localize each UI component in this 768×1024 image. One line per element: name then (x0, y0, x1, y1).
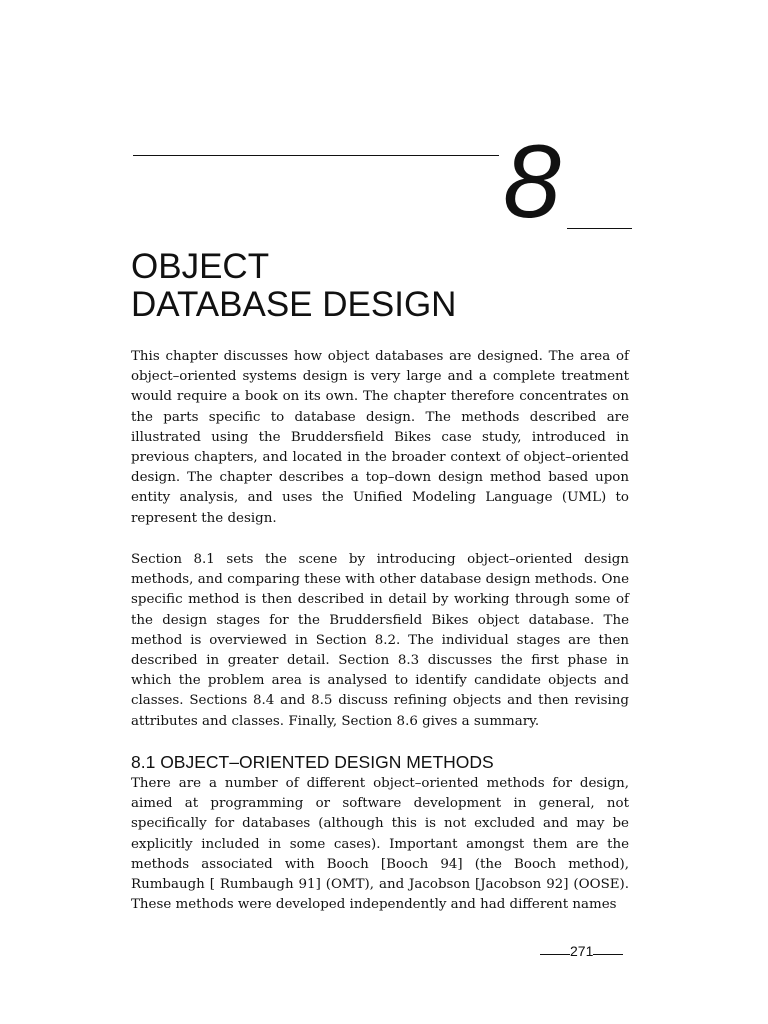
page-number-rule-right (593, 954, 623, 955)
intro-paragraph-1: This chapter discusses how object databases are designed. The area of object–oriented systems design is very large and a complete treatment would require a book on its own. The chapter therefore concentrates on the parts specific to database design. The methods described are illustrated using the Bruddersfield Bikes case study, introduced in previous chapters, and located in the broader context of object–oriented design. The chapter describes a top–down design method based upon entity analysis, and uses the Unified Modeling Language (UML) to represent the design. (131, 349, 629, 526)
intro-paragraph-2: Section 8.1 sets the scene by introducing object–oriented design methods, and comparing these with other database design methods. One specific method is then described in detail by working through some of the design stages for the Bruddersfield Bikes object database. The method is overviewed in Section 8.2. The individual stages are then described in greater detail. Section 8.3 discusses the first phase in which the problem area is analysed to identify candidate objects and classes. Sections 8.4 and 8.5 discuss refining objects and then revising attributes and classes. Finally, Section 8.6 gives a summary. (131, 552, 629, 729)
page-number-rule-left (540, 954, 570, 955)
chapter-title (131, 248, 456, 324)
chapter-title-line-2: DATABASE DESIGN (131, 285, 457, 324)
page-number: 271 (570, 943, 594, 959)
page-footer (540, 943, 630, 959)
section-heading: 8.1 OBJECT–ORIENTED DESIGN METHODS (131, 752, 494, 772)
chapter-number-rule (567, 228, 632, 229)
chapter-number: 8 (503, 124, 561, 240)
chapter-rule-top (133, 155, 499, 156)
section-paragraph: There are a number of different object–oriented methods for design, aimed at programming or software development in general, not specifically for databases (although this is not excluded and may be explicitly included in some cases). Important amongst them are the methods associated with Booch [Booch 94] (the Booch method), Rumbaugh [ Rumbaugh 91] (OMT), and Jacobson [Jacobson 92] (OOSE). These methods were developed independently and had different names (131, 776, 629, 913)
chapter-title-line-1: OBJECT (131, 247, 270, 286)
